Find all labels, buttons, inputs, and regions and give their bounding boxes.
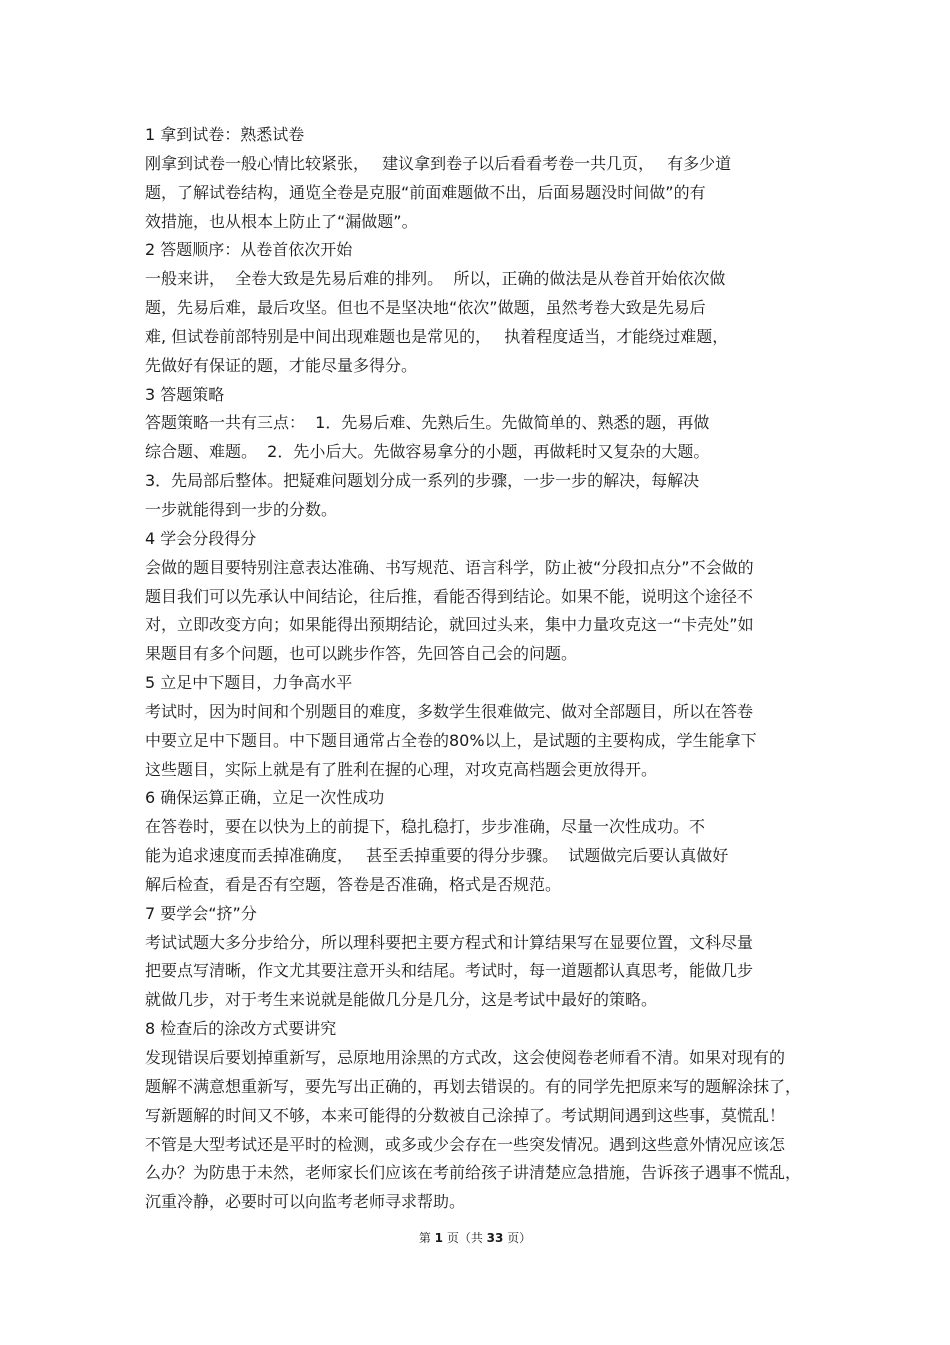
text-line: 3．先局部后整体。把疑难问题划分成一系列的步骤，一步一步的解决，每解决 (145, 471, 700, 491)
text-line: 3 答题策略 (145, 384, 225, 404)
text-line: 会做的题目要特别注意表达准确、书写规范、语言科学，防止被“分段扣点分”不会做的 (145, 557, 754, 577)
text-line: 这些题目，实际上就是有了胜利在握的心理，对攻克高档题会更放得开。 (145, 759, 658, 779)
text-line: 题目我们可以先承认中间结论，往后推，看能否得到结论。如果不能，说明这个途径不 (145, 586, 754, 606)
footer-prefix: 第 (418, 1231, 435, 1245)
text-line: 5 立足中下题目，力争高水平 (145, 673, 353, 693)
text-line: 就做几步，对于考生来说就是能做几分是几分，这是考试中最好的策略。 (145, 990, 658, 1010)
text-line: 中要立足中下题目。中下题目通常占全卷的80%以上，是试题的主要构成，学生能拿下 (145, 730, 757, 750)
text-line: 题解不满意想重新写，要先写出正确的，再划去错误的。有的同学先把原来写的题解涂抹了， (145, 1076, 802, 1096)
text-line: 刚拿到试卷一般心情比较紧张， 建议拿到卷子以后看看考卷一共几页， 有多少道 (145, 153, 732, 173)
text-line: 1 拿到试卷：熟悉试卷 (145, 125, 305, 144)
text-line: 题，先易后难，最后攻坚。但也不是坚决地“依次”做题，虽然考卷大致是先易后 (145, 298, 706, 318)
text-line: 一般来讲， 全卷大致是先易后难的排列。 所以，正确的做法是从卷首开始依次做 (145, 269, 726, 289)
text-line: 发现错误后要划掉重新写，忌原地用涂黑的方式改，这会使阅卷老师看不清。如果对现有的 (145, 1048, 786, 1067)
text-line: 4 学会分段得分 (145, 528, 257, 548)
text-line: 在答卷时，要在以快为上的前提下，稳扎稳打，步步准确，尽量一次性成功。不 (145, 817, 706, 837)
text-line: 不管是大型考试还是平时的检测，或多或少会存在一些突发情况。遇到这些意外情况应该怎 (145, 1134, 786, 1154)
text-line: 能为追求速度而丢掉准确度， 甚至丢掉重要的得分步骤。 试题做完后要认真做好 (145, 846, 729, 866)
text-line: 8 检查后的涂改方式要讲究 (145, 1019, 337, 1039)
text-line: 把要点写清晰，作文尤其要注意开头和结尾。考试时，每一道题都认真思考，能做几步 (145, 961, 754, 981)
text-line: 答题策略一共有三点： 1．先易后难、先熟后生。先做简单的、熟悉的题，再做 (145, 413, 710, 433)
text-line: 题，了解试卷结构，通览全卷是克服“前面难题做不出，后面易题没时间做”的有 (145, 182, 706, 202)
total-page-count: 33 (486, 1231, 504, 1245)
text-line: 写新题解的时间又不够，本来可能得的分数被自己涂掉了。考试期间遇到这些事，莫慌乱！ (145, 1105, 786, 1125)
document-body (145, 121, 835, 1217)
text-line: 沉重冷静，必要时可以向监考老师寻求帮助。 (145, 1192, 466, 1212)
text-line: 效措施，也从根本上防止了“漏做题”。 (145, 211, 418, 231)
text-line: 考试试题大多分步给分，所以理科要把主要方程式和计算结果写在显要位置，文科尽量 (145, 932, 754, 952)
text-line: 2 答题顺序：从卷首依次开始 (145, 240, 353, 260)
text-line: 对，立即改变方向；如果能得出预期结论，就回过头来，集中力量攻克这一“卡壳处”如 (145, 615, 754, 635)
footer-suffix: 页） (503, 1231, 532, 1245)
current-page-number: 1 (434, 1231, 443, 1245)
text-line: 一步就能得到一步的分数。 (145, 499, 338, 519)
text-line: 综合题、难题。 2．先小后大。先做容易拿分的小题，再做耗时又复杂的大题。 (145, 442, 710, 462)
text-line: 先做好有保证的题，才能尽量多得分。 (145, 355, 418, 375)
text-line: 考试时，因为时间和个别题目的难度，多数学生很难做完、做对全部题目，所以在答卷 (145, 701, 754, 721)
text-line: 果题目有多个问题，也可以跳步作答，先回答自己会的问题。 (145, 644, 578, 664)
page-footer (0, 1229, 950, 1247)
text-line: 么办？为防患于未然，老师家长们应该在考前给孩子讲清楚应急措施，告诉孩子遇事不慌乱， (145, 1163, 802, 1183)
text-line: 6 确保运算正确，立足一次性成功 (145, 788, 385, 808)
text-line: 解后检查，看是否有空题，答卷是否准确，格式是否规范。 (145, 874, 562, 894)
footer-middle: 页（共 (443, 1231, 487, 1245)
text-line: 7 要学会“挤”分 (145, 903, 257, 923)
text-line: 难, 但试卷前部特别是中间出现难题也是常见的， 执着程度适当，才能绕过难题， (145, 326, 729, 346)
